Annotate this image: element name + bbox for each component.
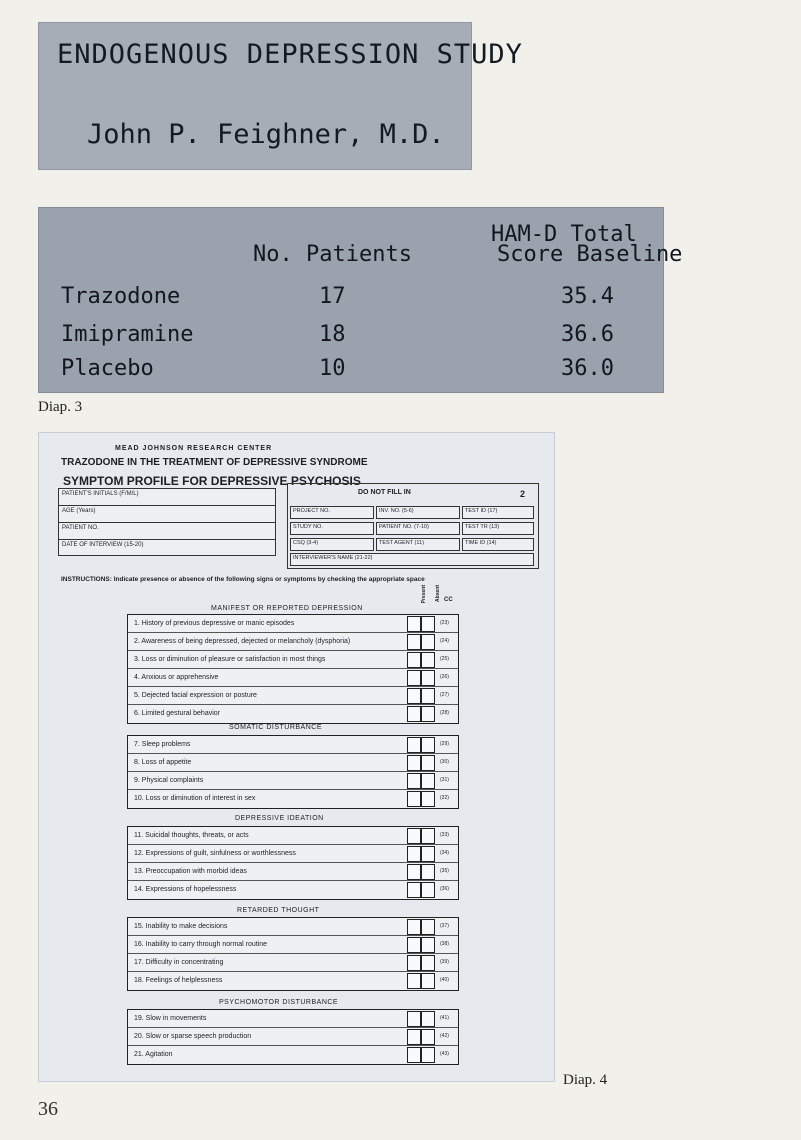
drug-name: Placebo — [61, 356, 154, 381]
symptom-row: 14. Expressions of hopelessness (36) — [128, 881, 458, 899]
field-test-id: TEST ID (17) — [462, 506, 534, 519]
field-inv-no: INV. NO. (5-6) — [376, 506, 460, 519]
symptom-row: 5. Dejected facial expression or posture (27) — [128, 687, 458, 705]
section-title: MANIFEST OR REPORTED DEPRESSION — [211, 605, 363, 612]
study-author: John P. Feighner, M.D. — [87, 119, 445, 150]
field-age: AGE (Years) — [58, 505, 276, 522]
present-checkbox[interactable] — [407, 670, 421, 686]
form-subtitle: SYMPTOM PROFILE FOR DEPRESSIVE PSYCHOSIS — [63, 474, 361, 488]
do-not-fill-label: DO NOT FILL IN — [358, 489, 411, 496]
symptom-row: 2. Awareness of being depressed, dejected or melancholy (dysphoria) (24) — [128, 633, 458, 651]
symptom-row: 12. Expressions of guilt, sinfulness or worthlessness (34) — [128, 845, 458, 863]
field-initials: PATIENT'S INITIALS (F/M/L) — [58, 488, 276, 505]
symptom-row: 4. Anxious or apprehensive (26) — [128, 669, 458, 687]
absent-checkbox[interactable] — [421, 955, 435, 971]
symptom-row: 1. History of previous depressive or manic episodes (23) — [128, 615, 458, 633]
present-checkbox[interactable] — [407, 882, 421, 898]
absent-checkbox[interactable] — [421, 706, 435, 722]
absent-checkbox[interactable] — [421, 688, 435, 704]
field-patient-no-code: PATIENT NO. (7-10) — [376, 522, 460, 535]
absent-checkbox[interactable] — [421, 937, 435, 953]
drug-name: Imipramine — [61, 322, 194, 347]
field-interview-date: DATE OF INTERVIEW (15-20) — [58, 539, 276, 556]
section-title: PSYCHOMOTOR DISTURBANCE — [219, 999, 339, 1006]
present-checkbox[interactable] — [407, 919, 421, 935]
patients-table-slide — [38, 207, 683, 393]
drug-name: Trazodone — [61, 284, 181, 309]
patient-count: 10 — [319, 356, 346, 381]
absent-checkbox[interactable] — [421, 1029, 435, 1045]
symptom-row: 10. Loss or diminution of interest in sex (32) — [128, 790, 458, 808]
title-slide — [38, 22, 523, 170]
col-present: Present — [421, 585, 427, 604]
field-time-id: TIME ID (14) — [462, 538, 534, 551]
symptom-row: 13. Preoccupation with morbid ideas (35) — [128, 863, 458, 881]
patient-count: 18 — [319, 322, 346, 347]
ham-header-line2: Score Baseline — [497, 242, 683, 267]
absent-checkbox[interactable] — [421, 670, 435, 686]
ham-header-line1: HAM-D Total — [491, 222, 637, 247]
present-checkbox[interactable] — [407, 791, 421, 807]
symptom-row: 8. Loss of appetite (30) — [128, 754, 458, 772]
baseline-score: 35.4 — [561, 284, 614, 309]
present-checkbox[interactable] — [407, 634, 421, 650]
absent-checkbox[interactable] — [421, 864, 435, 880]
field-test-agent: TEST AGENT (11) — [376, 538, 460, 551]
symptom-row: 19. Slow in movements (41) — [128, 1010, 458, 1028]
col-absent: Absent — [435, 585, 441, 602]
field-patient-no: PATIENT NO. — [58, 522, 276, 539]
section-psychomotor — [127, 1009, 459, 1065]
form-title: TRAZODONE IN THE TREATMENT OF DEPRESSIVE SYNDROME — [61, 457, 368, 468]
symptom-row: 21. Agitation (43) — [128, 1046, 458, 1064]
baseline-score: 36.6 — [561, 322, 614, 347]
section-title: DEPRESSIVE IDEATION — [235, 815, 324, 822]
absent-checkbox[interactable] — [421, 773, 435, 789]
symptom-row: 11. Suicidal thoughts, threats, or acts (33) — [128, 827, 458, 845]
absent-checkbox[interactable] — [421, 828, 435, 844]
absent-checkbox[interactable] — [421, 1011, 435, 1027]
absent-checkbox[interactable] — [421, 737, 435, 753]
present-checkbox[interactable] — [407, 864, 421, 880]
absent-checkbox[interactable] — [421, 755, 435, 771]
caption-diap-3: Diap. 3 — [38, 399, 83, 415]
present-checkbox[interactable] — [407, 955, 421, 971]
present-checkbox[interactable] — [407, 937, 421, 953]
absent-checkbox[interactable] — [421, 919, 435, 935]
patients-header: No. Patients — [253, 242, 412, 267]
present-checkbox[interactable] — [407, 688, 421, 704]
symptom-row: 20. Slow or sparse speech production (42) — [128, 1028, 458, 1046]
section-ideation — [127, 826, 459, 900]
absent-checkbox[interactable] — [421, 616, 435, 632]
patient-count: 17 — [319, 284, 346, 309]
present-checkbox[interactable] — [407, 652, 421, 668]
absent-checkbox[interactable] — [421, 791, 435, 807]
absent-checkbox[interactable] — [421, 973, 435, 989]
field-project-no: PROJECT NO. — [290, 506, 374, 519]
symptom-row: 16. Inability to carry through normal routine (38) — [128, 936, 458, 954]
present-checkbox[interactable] — [407, 616, 421, 632]
present-checkbox[interactable] — [407, 1047, 421, 1063]
absent-checkbox[interactable] — [421, 846, 435, 862]
present-checkbox[interactable] — [407, 973, 421, 989]
caption-diap-4: Diap. 4 — [563, 1072, 608, 1088]
symptom-row: 7. Sleep problems (29) — [128, 736, 458, 754]
symptom-form-slide — [38, 432, 555, 1082]
symptom-row: 15. Inability to make decisions (37) — [128, 918, 458, 936]
section-title: SOMATIC DISTURBANCE — [229, 724, 322, 731]
present-checkbox[interactable] — [407, 1029, 421, 1045]
baseline-score: 36.0 — [561, 356, 614, 381]
section-retarded-thought — [127, 917, 459, 991]
section-manifest-depression — [127, 614, 459, 724]
patient-info-fields — [58, 488, 276, 556]
symptom-row: 3. Loss or diminution of pleasure or satisfaction in most things (25) — [128, 651, 458, 669]
field-test-tr: TEST TR (13) — [462, 522, 534, 535]
present-checkbox[interactable] — [407, 773, 421, 789]
field-interviewer-name: INTERVIEWER'S NAME (21-22) — [290, 553, 534, 566]
study-title: ENDOGENOUS DEPRESSION STUDY — [57, 39, 523, 70]
section-somatic — [127, 735, 459, 809]
absent-checkbox[interactable] — [421, 652, 435, 668]
page-number: 36 — [38, 1098, 58, 1120]
absent-checkbox[interactable] — [421, 1047, 435, 1063]
research-center: MEAD JOHNSON RESEARCH CENTER — [115, 445, 273, 452]
office-use-fields — [287, 483, 539, 569]
instructions: INSTRUCTIONS: Indicate presence or absence of the following signs or symptoms by checking the appropriate space — [61, 576, 425, 583]
section-title: RETARDED THOUGHT — [237, 907, 320, 914]
symptom-row: 9. Physical complaints (31) — [128, 772, 458, 790]
symptom-row: 18. Feelings of helplessness (40) — [128, 972, 458, 990]
field-csq: CSQ (3-4) — [290, 538, 374, 551]
field-study-no: STUDY NO. — [290, 522, 374, 535]
symptom-row: 6. Limited gestural behavior (28) — [128, 705, 458, 723]
present-checkbox[interactable] — [407, 828, 421, 844]
absent-checkbox[interactable] — [421, 634, 435, 650]
col-cc: CC — [444, 597, 453, 603]
present-checkbox[interactable] — [407, 706, 421, 722]
present-checkbox[interactable] — [407, 737, 421, 753]
absent-checkbox[interactable] — [421, 882, 435, 898]
card-number: 2 — [520, 489, 526, 499]
present-checkbox[interactable] — [407, 1011, 421, 1027]
present-checkbox[interactable] — [407, 846, 421, 862]
present-checkbox[interactable] — [407, 755, 421, 771]
symptom-row: 17. Difficulty in concentrating (39) — [128, 954, 458, 972]
